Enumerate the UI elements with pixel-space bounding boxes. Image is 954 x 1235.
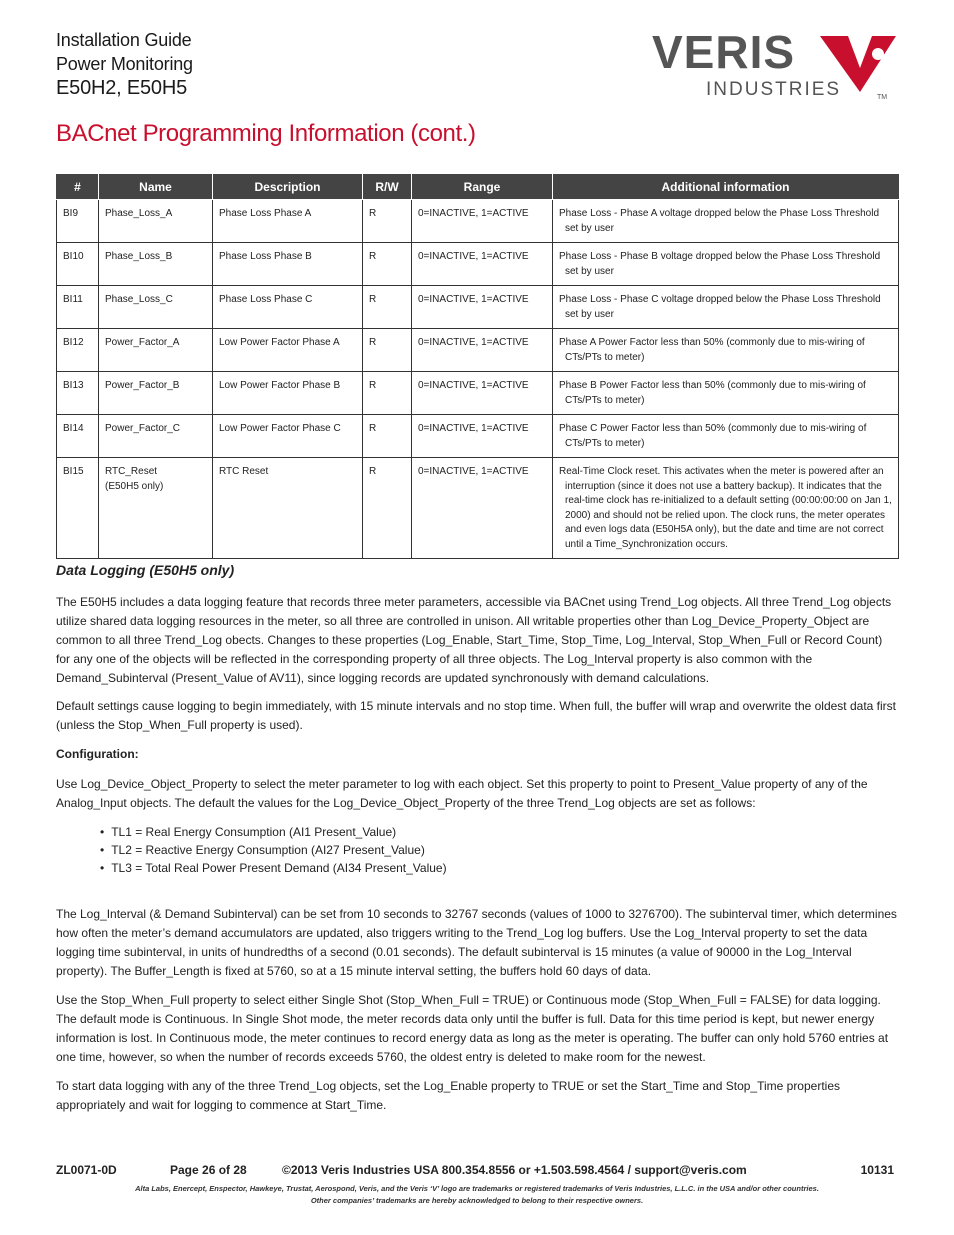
cell-description: Phase Loss Phase B	[213, 243, 363, 286]
cell-info-text: Phase Loss - Phase A voltage dropped below the Phase Loss Threshold set by user	[559, 208, 880, 234]
header-model-numbers: E50H2, E50H5	[56, 77, 188, 99]
footer-trademark-notice: Alta Labs, Enercept, Enspector, Hawkeye, Trustat, Aerospond, Veris, and the Veris ‘V’ logo are trademarks or registered trademarks of Veris Industries, L.L.C. in the USA and/or other countries.	[135, 1184, 819, 1193]
table-row	[57, 329, 899, 372]
cell-description: Phase Loss Phase A	[213, 200, 363, 243]
table-row	[57, 458, 899, 559]
list-item: • TL3 = Total Real Power Present Demand (AI34 Present_Value)	[100, 859, 447, 877]
column-header-additional-info: Additional information	[553, 175, 899, 200]
table-row	[57, 372, 899, 415]
cell-info-text: Phase Loss - Phase B voltage dropped below the Phase Loss Threshold set by user	[559, 251, 881, 277]
table-header-row	[57, 175, 899, 200]
section-heading-data-logging: Data Logging (E50H5 only)	[56, 562, 235, 578]
paragraph-log-interval: The Log_Interval (& Demand Subinterval) can be set from 10 seconds to 32767 seconds (values of 1000 to 3276700). The subinterval timer, which determines how often the meter’s demand accumulators are updated, also triggers writing to the Trend_Log log buffers. Use the Log_Interval property to set the data logging time subinterval, in units of hundredths of a second (0.01 seconds). The default subinterval is 15 minutes (a value of 90000 in the Log_Interval property). The Buffer_Length is fixed at 5760, so at a 15 minute interval setting, the buffers hold 60 days of data.	[56, 907, 897, 978]
table-row	[57, 286, 899, 329]
cell-rw: R	[363, 286, 412, 329]
cell-name: Power_Factor_A	[99, 329, 213, 372]
column-header-number: #	[57, 175, 99, 200]
table-row	[57, 415, 899, 458]
cell-rw: R	[363, 372, 412, 415]
trend-log-defaults-list	[100, 823, 447, 877]
cell-description: RTC Reset	[213, 458, 363, 559]
cell-info	[553, 458, 899, 559]
cell-number: BI15	[57, 458, 99, 559]
paragraph-intro: The E50H5 includes a data logging feature that records three meter parameters, accessible via BACnet using Trend_Log objects. All three Trend_Log objects utilize shared data logging resources in the meter, so all three are controlled in unison. All writable properties other than Log_Device_Property_Object are common to all three Trend_Log obects. Changes to these properties (Log_Enable, Start_Time, Stop_Time, Log_Interval, Stop_When_Full or Record Count) for any one of the objects will be reflected in the corresponding property of all three objects. The Log_Interval property is also common with the Demand_Subinterval (Present_Value of AV11), since logging records are updated synchronously with demand calculations.	[56, 595, 892, 685]
cell-rw: R	[363, 243, 412, 286]
cell-range: 0=INACTIVE, 1=ACTIVE	[412, 458, 553, 559]
paragraph-start-logging: To start data logging with any of the three Trend_Log objects, set the Log_Enable property to TRUE or set the Start_Time and Stop_Time properties appropriately and wait for logging to commence at Start_Time.	[56, 1079, 841, 1112]
paragraph-defaults: Default settings cause logging to begin immediately, with 15 minute intervals and no stop time. When full, the buffer will wrap and overwrite the oldest data first (unless the Stop_When_Full property is used).	[56, 699, 896, 732]
paragraph-stop-when-full: Use the Stop_When_Full property to select either Single Shot (Stop_When_Full = TRUE) or Continuous mode (Stop_When_Full = FALSE) for data logging. The default mode is Continuous. In Single Shot mode, the meter records data only until the buffer is full. Data for this time period is kept, but newer energy information is lost. In Continuous mode, the meter continues to record energy data as long as the meter is operating. The buffer can only hold 5760 entries at one time, however, so when the number of records exceeds 5760, the oldest entry is deleted to make room for the newest.	[56, 993, 889, 1064]
cell-name: Power_Factor_C	[99, 415, 213, 458]
cell-number: BI14	[57, 415, 99, 458]
cell-range: 0=INACTIVE, 1=ACTIVE	[412, 329, 553, 372]
table-row	[57, 243, 899, 286]
cell-info-text: Phase A Power Factor less than 50% (commonly due to mis-wiring of CTs/PTs to meter)	[559, 337, 865, 363]
cell-info	[553, 329, 899, 372]
cell-number: BI9	[57, 200, 99, 243]
cell-info-text: Phase B Power Factor less than 50% (commonly due to mis-wiring of CTs/PTs to meter)	[559, 380, 866, 406]
cell-rw: R	[363, 329, 412, 372]
cell-description: Low Power Factor Phase B	[213, 372, 363, 415]
cell-name-line: RTC_Reset	[105, 466, 158, 477]
cell-name: Phase_Loss_A	[99, 200, 213, 243]
footer-doc-id: ZL0071-0D	[56, 1163, 117, 1177]
cell-description: Phase Loss Phase C	[213, 286, 363, 329]
cell-info	[553, 415, 899, 458]
cell-range: 0=INACTIVE, 1=ACTIVE	[412, 415, 553, 458]
cell-info	[553, 286, 899, 329]
cell-name	[99, 458, 213, 559]
list-item: • TL1 = Real Energy Consumption (AI1 Present_Value)	[100, 823, 447, 841]
veris-logo	[652, 30, 900, 102]
bacnet-objects-table	[56, 174, 899, 559]
paragraph-configuration: Use Log_Device_Object_Property to select the meter parameter to log with each object. Set this property to point to Present_Value property of any of the Analog_Input objects. The default the values for the Log_Device_Object_Property of the three Trend_Log objects are set as follows:	[56, 777, 868, 810]
cell-rw: R	[363, 458, 412, 559]
cell-rw: R	[363, 415, 412, 458]
cell-number: BI13	[57, 372, 99, 415]
cell-description: Low Power Factor Phase C	[213, 415, 363, 458]
cell-info	[553, 372, 899, 415]
list-item: • TL2 = Reactive Energy Consumption (AI27 Present_Value)	[100, 841, 447, 859]
column-header-description: Description	[213, 175, 363, 200]
page-title: BACnet Programming Information (cont.)	[56, 120, 476, 147]
header-product-line: Power Monitoring	[56, 54, 193, 74]
cell-range: 0=INACTIVE, 1=ACTIVE	[412, 372, 553, 415]
cell-info-text: Phase C Power Factor less than 50% (commonly due to mis-wiring of CTs/PTs to meter)	[559, 423, 867, 449]
logo-tm-text: TM	[877, 94, 888, 101]
cell-description: Low Power Factor Phase A	[213, 329, 363, 372]
logo-industries-text: INDUSTRIES	[706, 79, 842, 100]
cell-name: Phase_Loss_C	[99, 286, 213, 329]
cell-info-text: Real-Time Clock reset. This activates when the meter is powered after an interruption (since it does not use a battery backup). It indicates that the real-time clock has re-initialized to a default setting (00:00:00:00 on Jan 1, 2000) and should not be relied upon. The clock runs, the meter operates and even logs data (E50H5A only), but the date and time are not correct until a Time_Synchronization occurs.	[559, 466, 892, 550]
cell-number: BI12	[57, 329, 99, 372]
column-header-range: Range	[412, 175, 553, 200]
table-row	[57, 200, 899, 243]
cell-name: Phase_Loss_B	[99, 243, 213, 286]
footer-trademark-acknowledgement: Other companies’ trademarks are hereby acknowledged to belong to their respective owners.	[310, 1196, 644, 1205]
cell-info-text: Phase Loss - Phase C voltage dropped below the Phase Loss Threshold set by user	[559, 294, 881, 320]
header-guide-title: Installation Guide	[56, 30, 192, 50]
cell-rw: R	[363, 200, 412, 243]
footer-page-number: Page 26 of 28	[170, 1163, 247, 1177]
document-header	[56, 28, 193, 100]
cell-name: Power_Factor_B	[99, 372, 213, 415]
column-header-name: Name	[99, 175, 213, 200]
footer-code: 10131	[860, 1163, 894, 1177]
configuration-heading: Configuration:	[56, 747, 139, 761]
cell-range: 0=INACTIVE, 1=ACTIVE	[412, 200, 553, 243]
column-header-rw: R/W	[363, 175, 412, 200]
cell-range: 0=INACTIVE, 1=ACTIVE	[412, 243, 553, 286]
cell-name-note: (E50H5 only)	[105, 480, 164, 492]
footer-contact: ©2013 Veris Industries USA 800.354.8556 or +1.503.598.4564 / support@veris.com	[282, 1163, 747, 1177]
logo-brand-text: VERIS	[652, 30, 796, 78]
cell-number: BI11	[57, 286, 99, 329]
cell-range: 0=INACTIVE, 1=ACTIVE	[412, 286, 553, 329]
cell-number: BI10	[57, 243, 99, 286]
cell-info	[553, 200, 899, 243]
cell-info	[553, 243, 899, 286]
